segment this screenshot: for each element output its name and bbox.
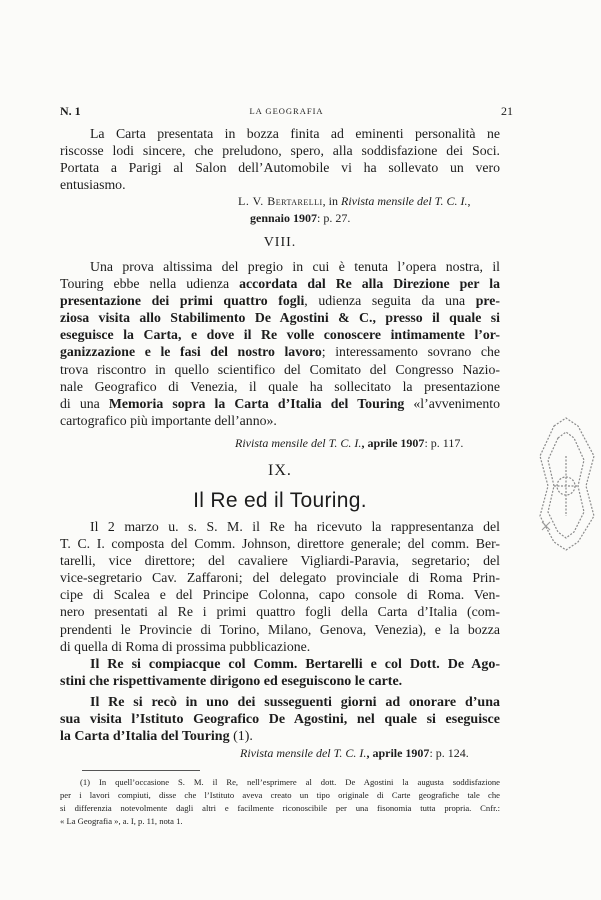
- citation-comma: ,: [467, 194, 471, 208]
- text-line: Il Re si compiacque col Comm. Bertarelli e col Dott. De Ago-: [90, 657, 500, 672]
- text-line: [60, 378, 500, 395]
- text-segment: «l’avvenimento: [404, 395, 500, 411]
- text-line: stini che rispettivamente dirigono ed eseguiscono le carte.: [60, 674, 403, 690]
- journal-title: LA GEOGRAFIA: [249, 106, 324, 116]
- citation-in: , in: [322, 194, 342, 208]
- footnote-line: si differenzia notevolmente dagli altri e facilmente riconoscibile per una fisonomia tutta propria. Cnfr.:: [60, 802, 500, 813]
- paragraph-carta-presentata: [60, 125, 500, 193]
- footnote-line: per i lavori compiuti, disse che l’Istituto aveva creato un tipo originale di Carte geografiche tale che: [60, 789, 500, 800]
- text-line: [60, 326, 500, 343]
- text-line: nero presentati al Re i primi quattro fogli della Carta d’Italia (com-: [60, 604, 500, 620]
- text-line: Portata a Parigi al Salon dell’Automobile vi ha sollevato un vero: [60, 160, 500, 176]
- citation-date: gennaio 1907: [250, 211, 318, 225]
- margin-mark-icon: [540, 520, 552, 532]
- text-line: di quella di Roma di prossima pubblicazione.: [60, 638, 311, 654]
- footnote-rule: [82, 770, 200, 771]
- citation-date: , aprile 1907: [366, 746, 430, 760]
- footnote: [60, 776, 500, 828]
- text-line: La Carta presentata in bozza finita ad eminenti personalità ne: [90, 126, 500, 141]
- text-segment: pre-: [475, 293, 500, 309]
- text-line: tarelli, vice direttore; del cavaliere Vigliardi-Paravia, segretario; del: [60, 553, 500, 569]
- text-segment: presentazione dei primi quattro fogli: [60, 293, 305, 309]
- footnote-line: « La Geografia », a. I, p. 11, nota 1.: [60, 815, 183, 826]
- text-line: riscosse lodi sincere, che preludono, spero, alla soddisfazione dei Soci.: [60, 143, 500, 159]
- citation-page: : p. 27.: [317, 211, 351, 225]
- text-line: [60, 292, 500, 309]
- text-segment: Touring ebbe nella udienza: [60, 276, 240, 292]
- running-header: [60, 104, 513, 120]
- paragraph-re-compiacque: [60, 656, 500, 690]
- text-line: sua visita l’Istituto Geografico De Agostini, nel quale si eseguisce: [60, 712, 500, 728]
- chapter-title: Il Re ed il Touring.: [193, 489, 367, 512]
- text-segment: cartografico più importante dell’anno».: [60, 412, 277, 428]
- text-line: prendenti le Provincie di Torino, Milano, Genova, Venezia), e la bozza: [60, 621, 500, 637]
- text-line: [60, 343, 500, 360]
- text-line: [60, 309, 500, 326]
- page-number: 21: [501, 104, 513, 118]
- text-segment: accordata dal Re alla Direzione per la: [239, 276, 500, 292]
- text-line: [60, 395, 500, 412]
- text-line: [60, 275, 500, 292]
- text-line: la Carta d’Italia del Touring: [60, 729, 230, 745]
- citation-page: : p. 117.: [424, 436, 464, 450]
- text-line: [60, 412, 500, 429]
- text-segment: Una prova altissima del pregio in cui è tenuta l’opera nostra, il: [90, 259, 500, 274]
- section-heading-ix: IX.: [268, 462, 292, 479]
- citation-date: , aprile 1907: [361, 436, 425, 450]
- text-segment: Memoria sopra la Carta d’Italia del Touring: [108, 395, 405, 411]
- citation-journal: Rivista mensile del T. C. I.: [240, 746, 367, 760]
- text-segment: nale Geografico di Venezia, il quale ha sollecitato la presentazione: [60, 378, 500, 394]
- text-segment: ; interessamento sovrano che: [321, 344, 500, 360]
- text-segment: ganizzazione e le fasi del nostro lavoro: [60, 344, 322, 360]
- citation-bertarelli: [238, 194, 470, 226]
- text-line: [60, 258, 500, 275]
- text-line: T. C. I. composta del Comm. Johnson, direttore generale; del comm. Ber-: [60, 536, 500, 552]
- citation-author: L. V. Bertarelli: [238, 194, 323, 208]
- citation-page: : p. 124.: [429, 746, 469, 760]
- text-segment: eseguisce la Carta, e dove il Re volle conoscere intimamente l’or-: [60, 327, 500, 343]
- text-segment: di una: [60, 395, 109, 411]
- citation-aprile-124: [240, 746, 469, 761]
- paragraph-prova-altissima: [60, 258, 500, 429]
- text-line: cipe di Scalea e del Principe Colonna, capo console di Roma. Ven-: [60, 587, 500, 603]
- citation-aprile-117: [235, 436, 463, 451]
- paragraph-2-marzo: [60, 518, 500, 655]
- text-line: vice-segretario Cav. Zaffaroni; del delegato provinciale di Roma Prin-: [60, 570, 500, 586]
- issue-number: N. 1: [60, 104, 81, 118]
- citation-journal: Rivista mensile del T. C. I.: [235, 436, 362, 450]
- text-segment: , udienza seguita da una: [304, 293, 476, 309]
- text-line: Il Re si recò in uno dei susseguenti giorni ad onorare d’una: [90, 695, 500, 710]
- footnote-reference: (1).: [229, 729, 253, 745]
- citation-journal: Rivista mensile del T. C. I.: [341, 194, 468, 208]
- footnote-line: (1) In quell’occasione S. M. il Re, nell’esprimere al dott. De Agostini la augusta soddisfazione: [80, 777, 500, 787]
- text-line: Il 2 marzo u. s. S. M. il Re ha ricevuto la rappresentanza del: [90, 519, 500, 534]
- text-line: [60, 361, 500, 378]
- text-segment: ziosa visita allo Stabilimento De Agostini & C., presso il quale si: [60, 310, 500, 326]
- text-segment: trova riscontro in quello scientifico del Comitato del Congresso Nazio-: [60, 361, 500, 377]
- section-heading-viii: VIII.: [263, 235, 297, 250]
- text-line: entusiasmo.: [60, 177, 126, 193]
- paragraph-re-reco: [60, 694, 500, 745]
